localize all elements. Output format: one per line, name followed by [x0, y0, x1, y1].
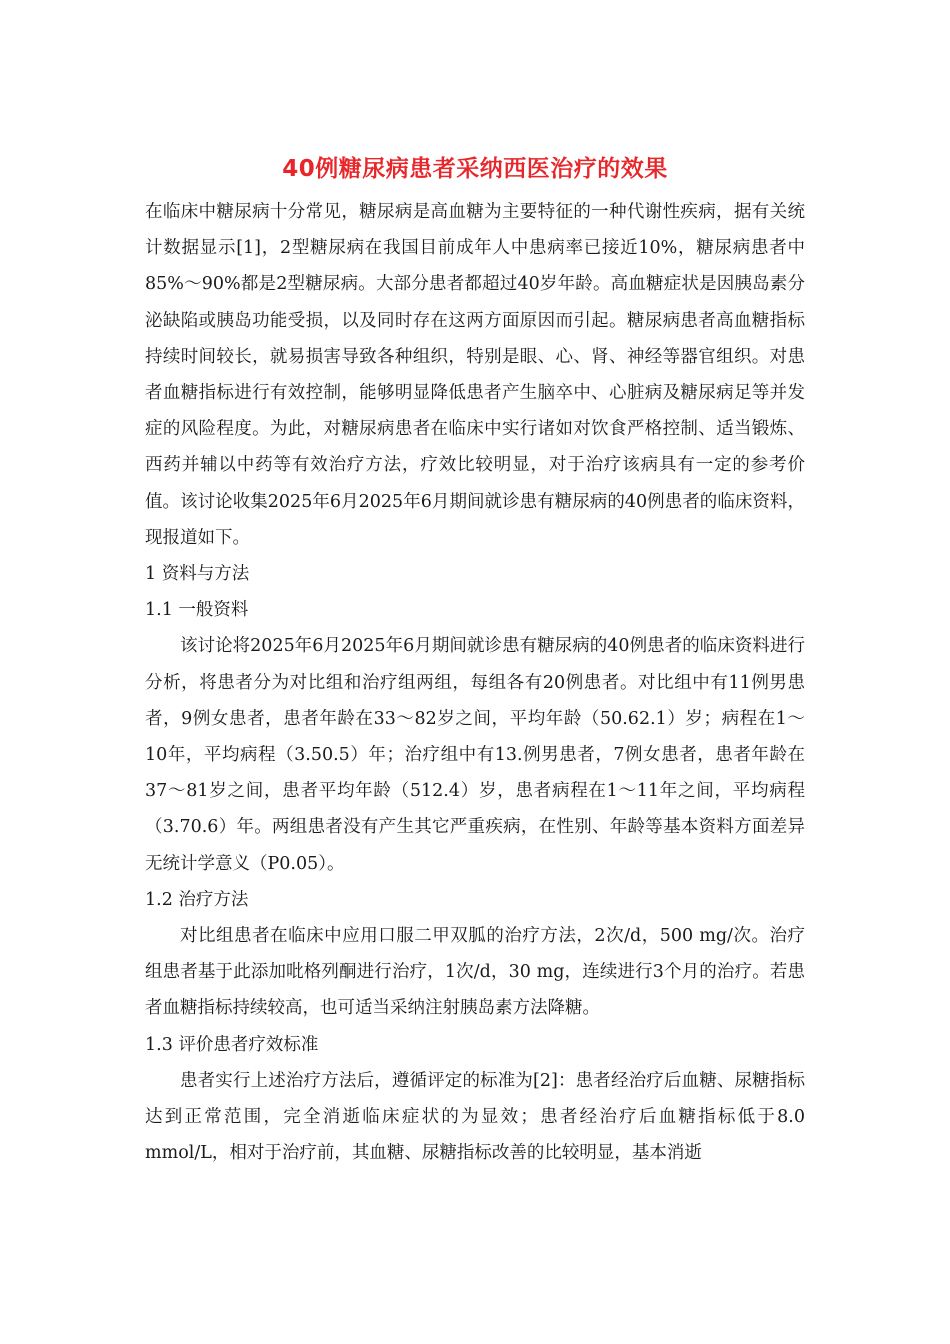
document-title: 40例糖尿病患者采纳西医治疗的效果 [282, 156, 668, 182]
paragraph-treatment-method: 对比组患者在临床中应用口服二甲双胍的治疗方法，2次/d，500 mg/次。治疗组患者基于此添加吡格列酮进行治疗，1次/d，30 mg，连续进行3个月的治疗。若患者血糖指标持续较高，也可适当采纳注射胰岛素方法降糖。 [145, 926, 805, 1019]
paragraph-general-data: 该讨论将2025年6月2025年6月期间就诊患有糖尿病的40例患者的临床资料进行分析，将患者分为对比组和治疗组两组，每组各有20例患者。对比组中有11例男患者，9例女患者，患者年龄在33～82岁之间，平均年龄（50.62.1）岁；病程在1～10年，平均病程（3.50.5）年；治疗组中有13.例男患者，7例女患者，患者年龄在37～81岁之间，患者平均年龄（512.4）岁，患者病程在1～11年之间，平均病程（3.70.6）年。两组患者没有产生其它严重疾病，在性别、年龄等基本资料方面差异无统计学意义（P0.05）。 [145, 636, 805, 874]
section-heading: 1 资料与方法 [145, 564, 250, 585]
document-body [145, 194, 805, 1171]
subsection-heading: 1.2 治疗方法 [145, 889, 249, 910]
subsection-heading: 1.3 评价患者疗效标准 [145, 1034, 319, 1055]
subsection-heading: 1.1 一般资料 [145, 600, 249, 621]
paragraph-intro: 在临床中糖尿病十分常见，糖尿病是高血糖为主要特征的一种代谢性疾病，据有关统计数据显示[1]，2型糖尿病在我国目前成年人中患病率已接近10%，糖尿病患者中85%～90%都是2型糖尿病。大部分患者都超过40岁年龄。高血糖症状是因胰岛素分泌缺陷或胰岛功能受损，以及同时存在这两方面原因而引起。糖尿病患者高血糖指标持续时间较长，就易损害导致各种组织，特别是眼、心、肾、神经等器官组织。对患者血糖指标进行有效控制，能够明显降低患者产生脑卒中、心脏病及糖尿病足等并发症的风险程度。为此，对糖尿病患者在临床中实行诸如对饮食严格控制、适当锻炼、西药并辅以中药等有效治疗方法，疗效比较明显，对于治疗该病具有一定的参考价值。该讨论收集2025年6月2025年6月期间就诊患有糖尿病的40例患者的临床资料，现报道如下。 [145, 202, 805, 548]
paragraph-evaluation-criteria: 患者实行上述治疗方法后，遵循评定的标准为[2]：患者经治疗后血糖、尿糖指标达到正常范围，完全消逝临床症状的为显效；患者经治疗后血糖指标低于8.0 mmol/L，相对于治疗前，其血糖、尿糖指标改善的比较明显，基本消逝 [145, 1070, 805, 1164]
